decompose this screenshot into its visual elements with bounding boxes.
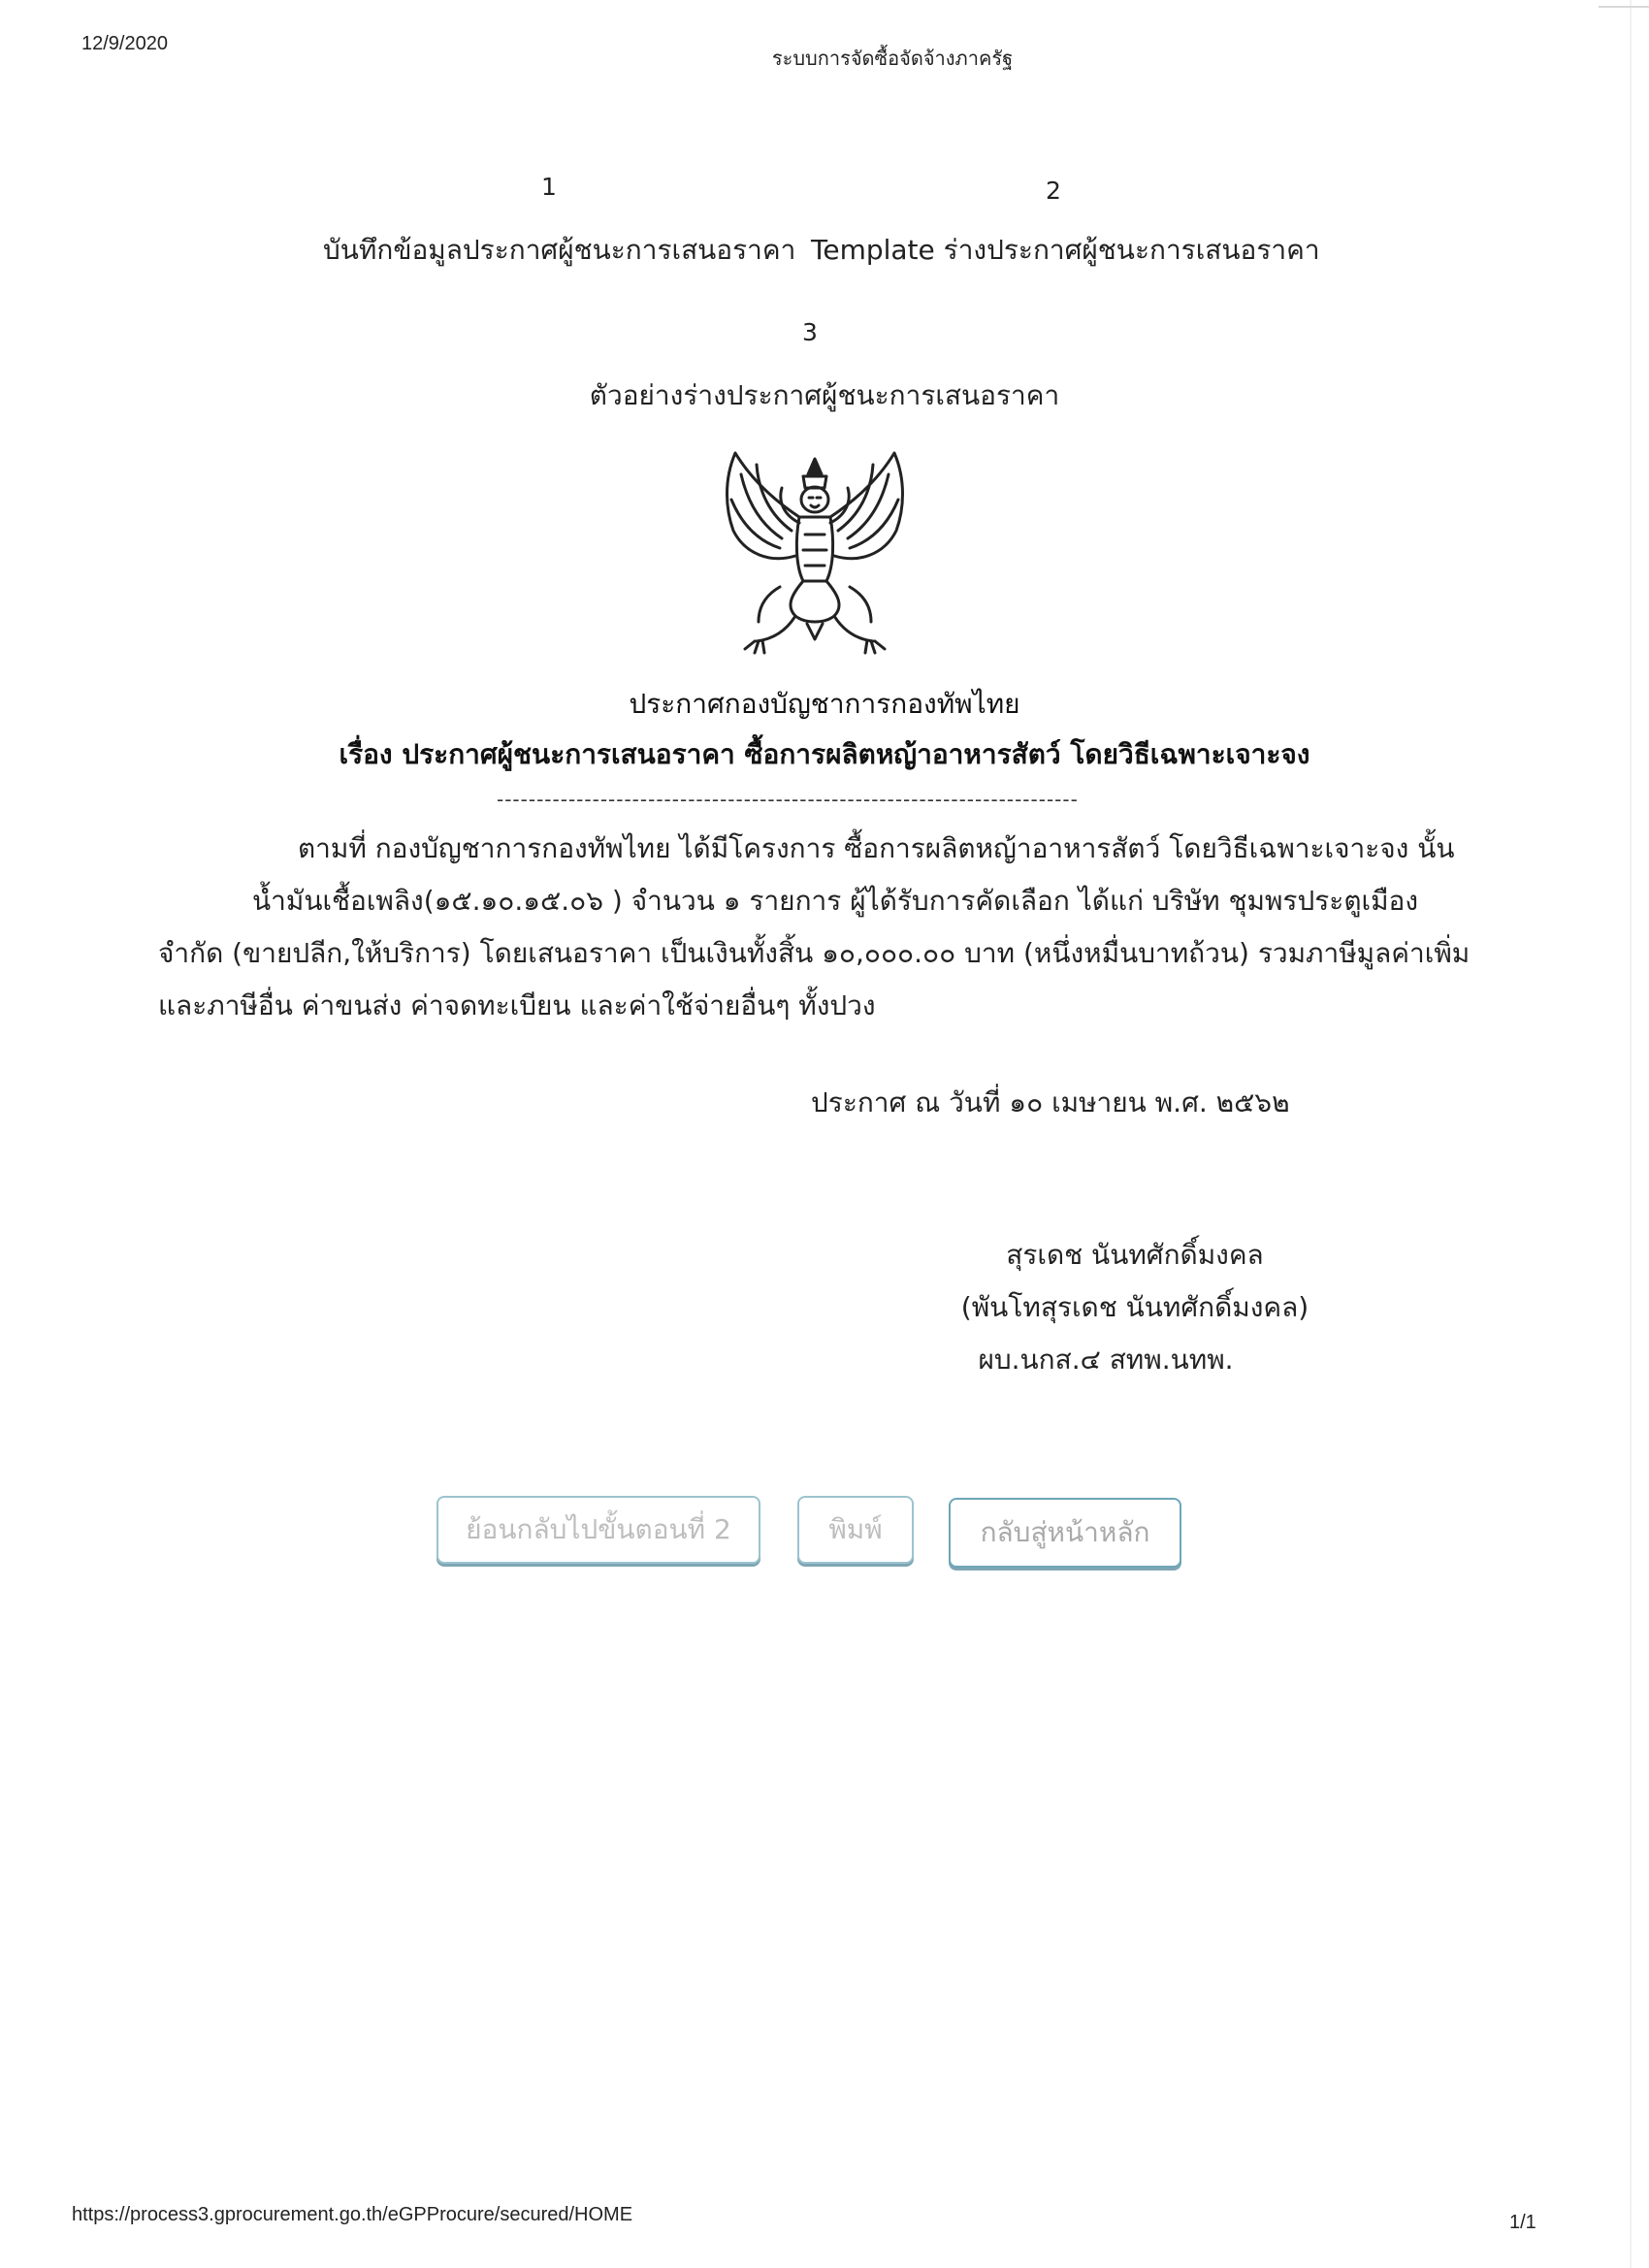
- body-line-1: ตามที่ กองบัญชาการกองทัพไทย ได้มีโครงการ ซื้อการผลิตหญ้าอาหารสัตว์ โดยวิธีเฉพาะเจาะจง นั้น: [298, 832, 1455, 864]
- signer-full-name: (พันโทสุรเดช นันทศักดิ์มงคล): [960, 1291, 1310, 1323]
- back-to-step-2-button[interactable]: ย้อนกลับไปขั้นตอนที่ 2: [436, 1496, 760, 1564]
- page-edge-shadow: [1630, 0, 1632, 2268]
- print-button[interactable]: พิมพ์: [797, 1496, 914, 1564]
- print-site-title: ระบบการจัดซื้อจัดจ้างภาครัฐ: [771, 49, 1014, 70]
- print-url: https://process3.gprocurement.go.th/eGPProcure/secured/HOME: [72, 2204, 633, 2225]
- body-line-3: จำกัด (ขายปลีก,ให้บริการ) โดยเสนอราคา เป็นเงินทั้งสิ้น ๑๐,๐๐๐.๐๐ บาท (หนึ่งหมื่นบาทถ้วน) รวมภาษีมูลค่าเพิ่ม: [158, 937, 1471, 969]
- signer-position: ผบ.นกส.๔ สทพ.นทพ.: [978, 1344, 1234, 1376]
- body-line-2: น้ำมันเชื้อเพลิง(๑๕.๑๐.๑๕.๐๖ ) จำนวน ๑ รายการ ผู้ได้รับการคัดเลือก ได้แก่ บริษัท ชุมพรประตูเมือง: [252, 885, 1419, 917]
- body-line-4: และภาษีอื่น ค่าขนส่ง ค่าจดทะเบียน และค่าใช้จ่ายอื่นๆ ทั้งปวง: [158, 989, 876, 1021]
- print-page-number: 1/1: [1509, 2212, 1536, 2233]
- print-date: 12/9/2020: [81, 33, 168, 54]
- garuda-emblem-icon: [698, 441, 931, 664]
- step-3-number: 3: [802, 318, 818, 346]
- step-1-number: 1: [541, 173, 557, 201]
- step-2-number: 2: [1046, 177, 1061, 205]
- step-3-label[interactable]: ตัวอย่างร่างประกาศผู้ชนะการเสนอราคา: [589, 379, 1060, 411]
- announcement-subject: เรื่อง ประกาศผู้ชนะการเสนอราคา ซื้อการผลิตหญ้าอาหารสัตว์ โดยวิธีเฉพาะเจาะจง: [339, 738, 1310, 770]
- announcement-date: ประกาศ ณ วันที่ ๑๐ เมษายน พ.ศ. ๒๕๖๒: [811, 1086, 1290, 1118]
- corner-mark: [1599, 6, 1649, 8]
- step-1-label[interactable]: บันทึกข้อมูลประกาศผู้ชนะการเสนอราคา: [323, 234, 796, 266]
- announcement-agency: ประกาศกองบัญชาการกองทัพไทย: [629, 688, 1020, 720]
- home-button[interactable]: กลับสู่หน้าหลัก: [949, 1498, 1181, 1568]
- step-2-label[interactable]: Template ร่างประกาศผู้ชนะการเสนอราคา: [811, 234, 1320, 266]
- separator-line: -------------------------------------------------------------------------: [497, 788, 1079, 811]
- signer-name: สุรเดช นันทศักดิ์มงคล: [1006, 1239, 1264, 1271]
